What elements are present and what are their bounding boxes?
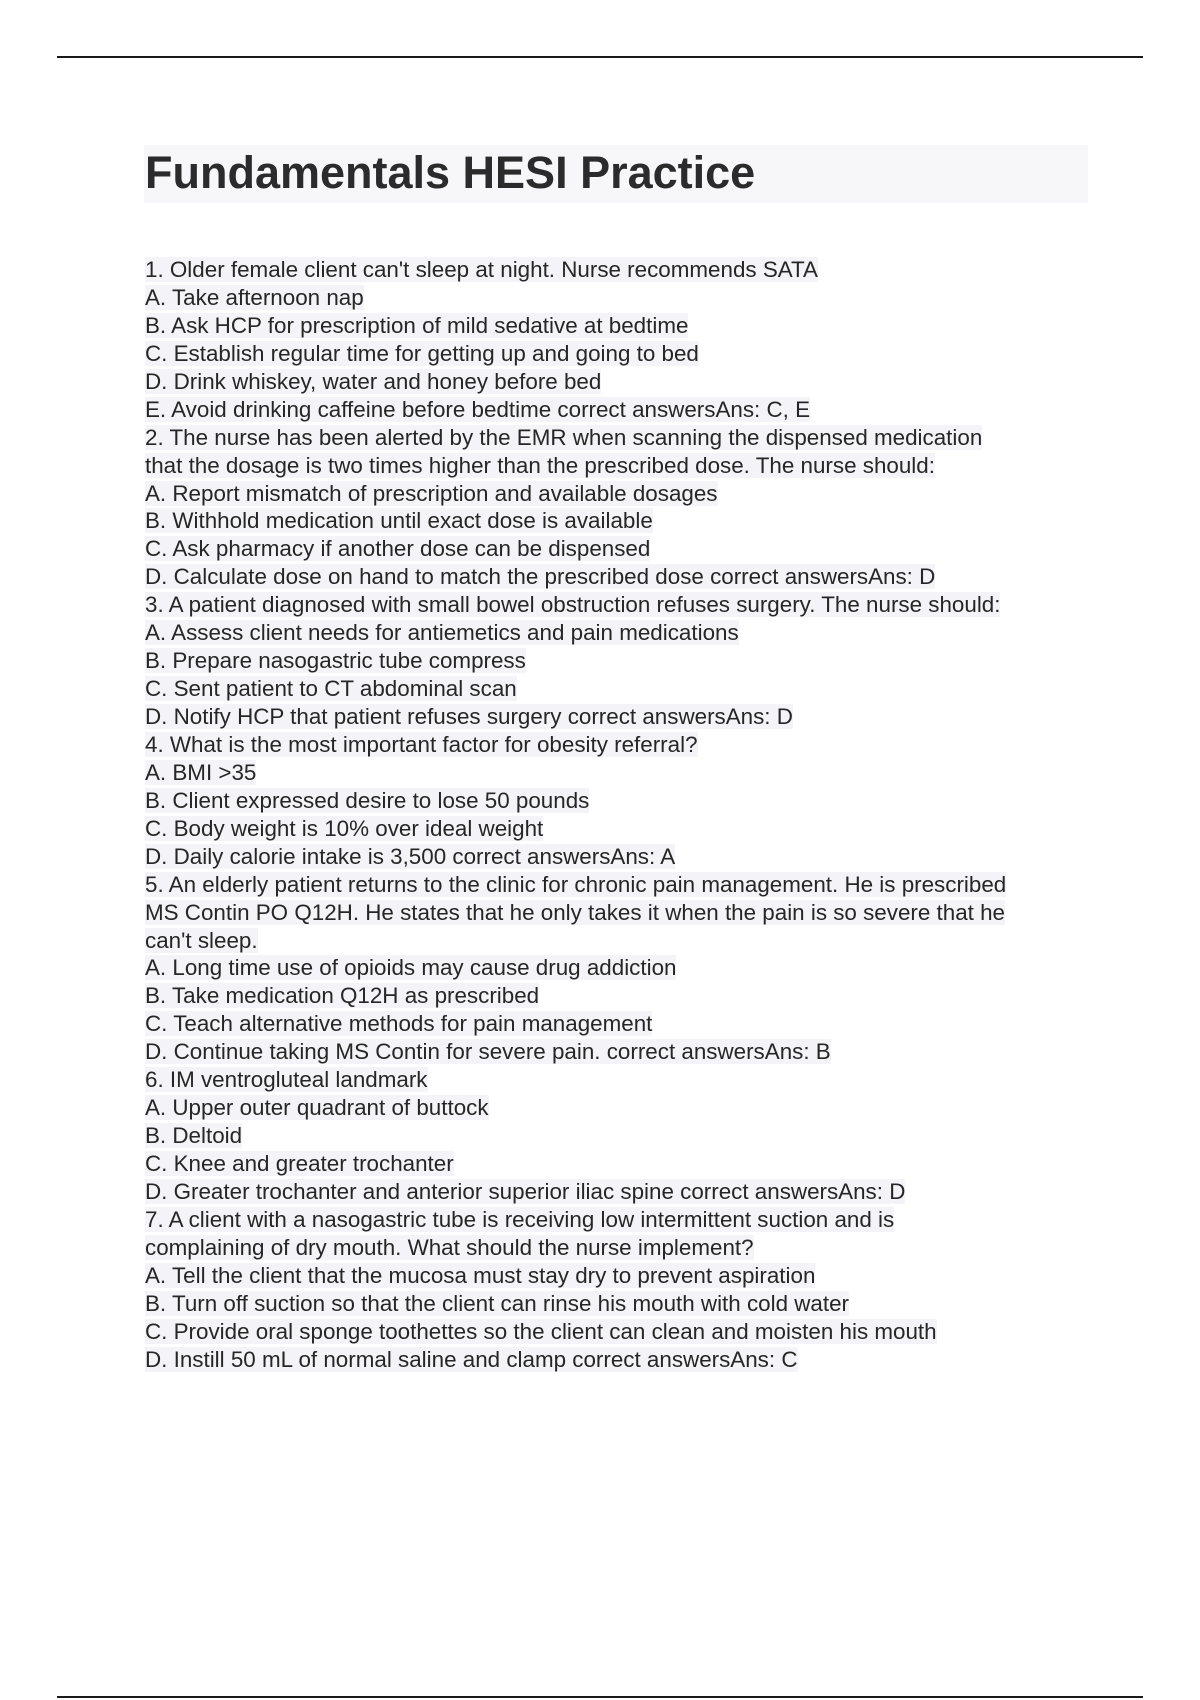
text-line-content: D. Continue taking MS Contin for severe pain. correct answersAns: B	[145, 1039, 831, 1065]
text-line	[145, 1234, 1080, 1262]
text-line-content: A. Tell the client that the mucosa must stay dry to prevent aspiration	[145, 1262, 816, 1288]
text-line-content: 1. Older female client can't sleep at night. Nurse recommends SATA	[145, 257, 818, 282]
text-line	[145, 703, 1080, 731]
text-line	[145, 563, 1080, 591]
text-line-content: C. Provide oral sponge toothettes so the client can clean and moisten his mouth	[145, 1318, 937, 1344]
text-line	[145, 871, 1080, 899]
text-line-content: A. Take afternoon nap	[145, 284, 364, 310]
text-line	[145, 507, 1080, 535]
text-line-content: D. Notify HCP that patient refuses surgery correct answersAns: D	[145, 704, 793, 729]
text-line-content: D. Daily calorie intake is 3,500 correct answersAns: A	[145, 843, 676, 869]
text-line-content: that the dosage is two times higher than the prescribed dose. The nurse should:	[145, 452, 935, 478]
text-line	[145, 954, 1080, 982]
text-line	[145, 1318, 1080, 1346]
text-line	[145, 759, 1080, 787]
text-line-content: D. Drink whiskey, water and honey before bed	[145, 368, 602, 394]
text-line	[145, 1066, 1080, 1094]
text-line-content: C. Teach alternative methods for pain management	[145, 1011, 653, 1037]
text-line	[145, 1038, 1080, 1066]
text-line-content: 3. A patient diagnosed with small bowel obstruction refuses surgery. The nurse should:	[145, 592, 1001, 618]
text-line-content: C. Body weight is 10% over ideal weight	[145, 815, 544, 841]
text-line-content: D. Greater trochanter and anterior superior iliac spine correct answersAns: D	[145, 1178, 906, 1204]
text-line	[145, 368, 1080, 396]
text-line	[145, 899, 1080, 927]
text-line-content: D. Calculate dose on hand to match the prescribed dose correct answersAns: D	[145, 564, 936, 590]
text-line-content: 4. What is the most important factor for obesity referral?	[145, 731, 698, 757]
text-line-content: complaining of dry mouth. What should the nurse implement?	[145, 1234, 754, 1260]
text-line-content: D. Instill 50 mL of normal saline and clamp correct answersAns: C	[145, 1346, 798, 1372]
text-line	[145, 424, 1080, 452]
bottom-divider	[57, 1696, 1143, 1698]
text-line-content: B. Deltoid	[145, 1123, 243, 1149]
text-line	[145, 815, 1080, 843]
text-line-content: A. BMI >35	[145, 759, 257, 785]
text-line	[145, 1290, 1080, 1318]
text-line-content: 7. A client with a nasogastric tube is receiving low intermittent suction and is	[145, 1206, 895, 1232]
text-line-content: 5. An elderly patient returns to the clinic for chronic pain management. He is prescribed	[145, 871, 1007, 897]
text-line	[145, 312, 1080, 340]
text-line	[145, 1206, 1080, 1234]
text-line-content: B. Client expressed desire to lose 50 pounds	[145, 787, 590, 813]
text-line	[145, 927, 1080, 955]
text-line	[145, 452, 1080, 480]
text-line	[145, 647, 1080, 675]
text-line	[145, 591, 1080, 619]
question-list	[145, 256, 1080, 1374]
text-line	[145, 256, 1080, 284]
text-line-content: E. Avoid drinking caffeine before bedtime correct answersAns: C, E	[145, 396, 811, 422]
text-line-content: C. Sent patient to CT abdominal scan	[145, 676, 517, 702]
text-line	[145, 1122, 1080, 1150]
text-line	[145, 535, 1080, 563]
text-line-content: B. Take medication Q12H as prescribed	[145, 983, 540, 1009]
text-line	[145, 843, 1080, 871]
text-line-content: MS Contin PO Q12H. He states that he only takes it when the pain is so severe that he	[145, 899, 1006, 925]
text-line	[145, 1178, 1080, 1206]
text-line-content: B. Prepare nasogastric tube compress	[145, 648, 526, 674]
text-line-content: 2. The nurse has been alerted by the EMR when scanning the dispensed medication	[145, 424, 983, 450]
text-line	[145, 1262, 1080, 1290]
text-line-content: C. Knee and greater trochanter	[145, 1151, 454, 1176]
text-line	[145, 619, 1080, 647]
text-line	[145, 284, 1080, 312]
text-line-content: B. Ask HCP for prescription of mild sedative at bedtime	[145, 312, 689, 338]
text-line-content: C. Ask pharmacy if another dose can be dispensed	[145, 536, 651, 562]
text-line	[145, 1346, 1080, 1374]
text-line-content: B. Turn off suction so that the client can rinse his mouth with cold water	[145, 1290, 850, 1316]
text-line	[145, 1094, 1080, 1122]
page-title: Fundamentals HESI Practice	[145, 147, 756, 198]
text-line-content: A. Assess client needs for antiemetics and pain medications	[145, 620, 739, 646]
text-line-content: A. Report mismatch of prescription and available dosages	[145, 480, 718, 506]
text-line-content: A. Long time use of opioids may cause drug addiction	[145, 955, 677, 981]
text-line-content: B. Withhold medication until exact dose is available	[145, 508, 653, 534]
text-line-content: A. Upper outer quadrant of buttock	[145, 1095, 489, 1121]
text-line	[145, 396, 1080, 424]
text-line	[145, 1150, 1080, 1178]
text-line	[145, 787, 1080, 815]
top-divider	[57, 56, 1143, 58]
text-line	[145, 675, 1080, 703]
text-line	[145, 982, 1080, 1010]
text-line-content: can't sleep.	[145, 927, 258, 953]
text-line	[145, 340, 1080, 368]
text-line	[145, 731, 1080, 759]
text-line	[145, 480, 1080, 508]
text-line-content: C. Establish regular time for getting up and going to bed	[145, 340, 699, 366]
text-line	[145, 1010, 1080, 1038]
text-line-content: 6. IM ventrogluteal landmark	[145, 1067, 428, 1093]
